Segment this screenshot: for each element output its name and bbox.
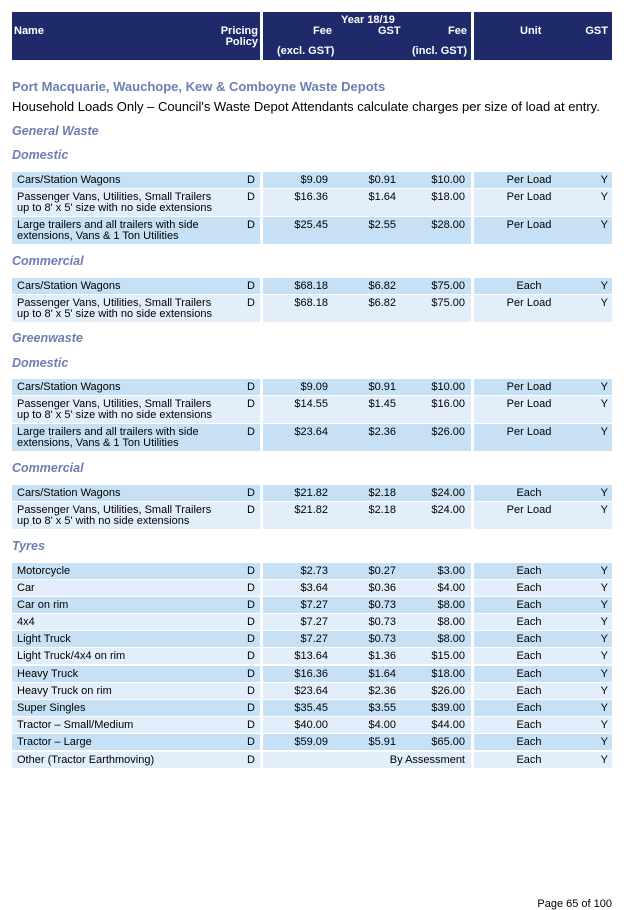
- table-row: [12, 217, 612, 244]
- row-unit: Each: [516, 736, 542, 748]
- row-fee-incl: $8.00: [437, 633, 465, 645]
- row-unit: Each: [516, 487, 542, 499]
- table-row: [12, 597, 612, 613]
- row-fee-excl: $16.36: [294, 191, 328, 203]
- row-fee-excl: $59.09: [294, 736, 328, 748]
- row-fee-incl: $8.00: [437, 599, 465, 611]
- row-policy: D: [247, 736, 255, 748]
- row-gst-flag: Y: [600, 280, 608, 292]
- section-title: Port Macquarie, Wauchope, Kew & Comboyne Waste Depots: [12, 79, 386, 94]
- table-row: [12, 189, 612, 216]
- row-policy: D: [247, 219, 255, 231]
- row-policy: D: [247, 616, 255, 628]
- row-name: Super Singles: [17, 702, 86, 714]
- table-row: [12, 580, 612, 596]
- row-fee-incl: $8.00: [437, 616, 465, 628]
- row-unit: Each: [516, 754, 542, 766]
- header-incl: (incl. GST): [412, 45, 467, 57]
- row-name: Car on rim: [17, 599, 69, 611]
- header-fee: Fee: [313, 25, 332, 37]
- row-policy: D: [247, 685, 255, 697]
- row-gst-flag: Y: [600, 219, 608, 231]
- row-gst-amount: $3.55: [368, 702, 396, 714]
- row-unit: Per Load: [506, 174, 552, 186]
- row-gst-amount: $0.27: [368, 565, 396, 577]
- row-unit: Per Load: [506, 381, 552, 393]
- row-unit: Each: [516, 280, 542, 292]
- row-gst-amount: $0.36: [368, 582, 396, 594]
- row-unit: Each: [516, 582, 542, 594]
- row-name: 4x4: [17, 616, 35, 628]
- row-gst-flag: Y: [600, 191, 608, 203]
- row-unit: Each: [516, 616, 542, 628]
- row-name: Light Truck: [17, 633, 71, 645]
- row-gst-amount: $1.45: [368, 398, 396, 410]
- row-fee-excl: $7.27: [300, 616, 328, 628]
- header-unit-block: [474, 12, 612, 60]
- row-fee-incl: $10.00: [431, 381, 465, 393]
- row-fee-excl: $13.64: [294, 650, 328, 662]
- row-gst-flag: Y: [600, 719, 608, 731]
- row-policy: D: [247, 426, 255, 438]
- header-gst: GST: [378, 25, 401, 37]
- row-name: Cars/Station Wagons: [17, 280, 121, 292]
- header-name-block: [12, 12, 260, 60]
- row-gst-amount: $1.64: [368, 668, 396, 680]
- row-fee-incl: $24.00: [431, 504, 465, 516]
- row-policy: D: [247, 191, 255, 203]
- row-gst-amount: $2.18: [368, 487, 396, 499]
- row-name: Large trailers and all trailers with side extensions, Vans & 1 Ton Utilities: [17, 219, 199, 242]
- row-policy: D: [247, 174, 255, 186]
- row-name: Passenger Vans, Utilities, Small Trailers up to 8' x 5' with no side extensions: [17, 504, 212, 527]
- table-row: [12, 683, 612, 699]
- row-gst-amount: $0.73: [368, 599, 396, 611]
- row-gst-flag: Y: [600, 381, 608, 393]
- table-row: [12, 295, 612, 322]
- row-gst-amount: $6.82: [368, 280, 396, 292]
- row-gst-flag: Y: [600, 616, 608, 628]
- row-fee-excl: $23.64: [294, 685, 328, 697]
- row-fee-incl: $18.00: [431, 668, 465, 680]
- row-policy: D: [247, 633, 255, 645]
- intro-text: Household Loads Only – Council's Waste Depot Attendants calculate charges per size of load at entry.: [12, 99, 600, 114]
- row-name: Tractor – Large: [17, 736, 92, 748]
- row-fee-excl: $9.09: [300, 174, 328, 186]
- row-fee-excl: $21.82: [294, 487, 328, 499]
- row-unit: Per Load: [506, 504, 552, 516]
- row-fee-incl: $24.00: [431, 487, 465, 499]
- row-name: Passenger Vans, Utilities, Small Trailers up to 8' x 5' size with no side extensions: [17, 191, 212, 214]
- table-row: [12, 396, 612, 423]
- row-fee-excl: $3.64: [300, 582, 328, 594]
- row-name: Large trailers and all trailers with side extensions, Vans & 1 Ton Utilities: [17, 426, 199, 449]
- row-fee-incl: $3.00: [437, 565, 465, 577]
- row-gst-amount: $0.73: [368, 633, 396, 645]
- row-unit: Per Load: [506, 191, 552, 203]
- table-row: [12, 752, 612, 768]
- group-general-commercial: Commercial: [12, 254, 84, 268]
- row-policy: D: [247, 297, 255, 309]
- header-name: Name: [14, 25, 44, 37]
- row-name: Heavy Truck: [17, 668, 79, 680]
- row-gst-amount: $6.82: [368, 297, 396, 309]
- row-gst-amount: $2.55: [368, 219, 396, 231]
- table-row: [12, 485, 612, 501]
- row-name: Passenger Vans, Utilities, Small Trailers up to 8' x 5' size with no side extensions: [17, 297, 212, 320]
- row-gst-flag: Y: [600, 668, 608, 680]
- row-fee-incl: $44.00: [431, 719, 465, 731]
- row-fee-incl: $4.00: [437, 582, 465, 594]
- row-fee-incl: $26.00: [431, 685, 465, 697]
- row-fee-excl: $7.27: [300, 599, 328, 611]
- row-gst-flag: Y: [600, 504, 608, 516]
- row-gst-amount: $1.64: [368, 191, 396, 203]
- table-row: [12, 563, 612, 579]
- row-gst-amount: $2.18: [368, 504, 396, 516]
- row-name: Tractor – Small/Medium: [17, 719, 134, 731]
- row-policy: D: [247, 719, 255, 731]
- row-name: Cars/Station Wagons: [17, 174, 121, 186]
- row-unit: Each: [516, 565, 542, 577]
- row-gst-amount: $2.36: [368, 426, 396, 438]
- row-policy: D: [247, 702, 255, 714]
- row-unit: Per Load: [506, 219, 552, 231]
- row-fee-incl: $18.00: [431, 191, 465, 203]
- row-name: Light Truck/4x4 on rim: [17, 650, 126, 662]
- table-row: [12, 734, 612, 750]
- table-row: [12, 424, 612, 451]
- row-gst-amount: $0.91: [368, 174, 396, 186]
- row-policy: D: [247, 565, 255, 577]
- header-fee-incl: Fee: [448, 25, 467, 37]
- row-fee-excl: $14.55: [294, 398, 328, 410]
- row-unit: Each: [516, 685, 542, 697]
- row-unit: Per Load: [506, 297, 552, 309]
- row-unit: Each: [516, 650, 542, 662]
- group-green-domestic: Domestic: [12, 356, 69, 370]
- row-name: Passenger Vans, Utilities, Small Trailers up to 8' x 5' size with no side extensions: [17, 398, 212, 421]
- row-unit: Each: [516, 599, 542, 611]
- page-number: Page 65 of 100: [537, 898, 612, 910]
- row-fee-excl: $25.45: [294, 219, 328, 231]
- header-excl: (excl. GST): [277, 45, 335, 57]
- row-fee-excl: $68.18: [294, 280, 328, 292]
- row-policy: D: [247, 504, 255, 516]
- row-policy: D: [247, 668, 255, 680]
- row-unit: Per Load: [506, 398, 552, 410]
- row-policy: D: [247, 381, 255, 393]
- row-fee-incl: $16.00: [431, 398, 465, 410]
- row-policy: D: [247, 582, 255, 594]
- table-row: [12, 700, 612, 716]
- table-row: [12, 502, 612, 529]
- row-name: Car: [17, 582, 35, 594]
- row-name: Other (Tractor Earthmoving): [17, 754, 155, 766]
- row-name: Heavy Truck on rim: [17, 685, 112, 697]
- row-fee-excl: $9.09: [300, 381, 328, 393]
- row-name: Cars/Station Wagons: [17, 381, 121, 393]
- row-gst-flag: Y: [600, 398, 608, 410]
- row-unit: Per Load: [506, 426, 552, 438]
- row-gst-flag: Y: [600, 565, 608, 577]
- row-gst-flag: Y: [600, 599, 608, 611]
- row-policy: D: [247, 650, 255, 662]
- row-fee-excl: $7.27: [300, 633, 328, 645]
- row-fee-excl: $35.45: [294, 702, 328, 714]
- header-pricing: Pricing: [220, 25, 258, 37]
- row-fee-incl: $75.00: [431, 297, 465, 309]
- row-fee-incl: $75.00: [431, 280, 465, 292]
- row-gst-flag: Y: [600, 633, 608, 645]
- row-gst-flag: Y: [600, 702, 608, 714]
- row-gst-amount: $5.91: [368, 736, 396, 748]
- table-row: [12, 278, 612, 294]
- row-unit: Each: [516, 702, 542, 714]
- row-unit: Each: [516, 719, 542, 731]
- header-policy: Policy: [225, 36, 258, 48]
- row-policy: D: [247, 754, 255, 766]
- group-general-waste: General Waste: [12, 124, 99, 138]
- row-unit: Each: [516, 668, 542, 680]
- table-row: [12, 172, 612, 188]
- group-greenwaste: Greenwaste: [12, 331, 83, 345]
- row-gst-flag: Y: [600, 650, 608, 662]
- group-green-commercial: Commercial: [12, 461, 84, 475]
- row-assessment: By Assessment: [389, 754, 465, 766]
- row-gst-flag: Y: [600, 426, 608, 438]
- table-row: [12, 648, 612, 664]
- row-gst-amount: $2.36: [368, 685, 396, 697]
- row-gst-flag: Y: [600, 685, 608, 697]
- table-row: [12, 666, 612, 682]
- row-policy: D: [247, 599, 255, 611]
- row-gst-flag: Y: [600, 174, 608, 186]
- row-fee-excl: $16.36: [294, 668, 328, 680]
- row-fee-excl: $40.00: [294, 719, 328, 731]
- row-fee-incl: $15.00: [431, 650, 465, 662]
- row-gst-flag: Y: [600, 754, 608, 766]
- row-gst-flag: Y: [600, 297, 608, 309]
- row-name: Cars/Station Wagons: [17, 487, 121, 499]
- header-year: Year 18/19: [341, 14, 395, 26]
- table-row: [12, 614, 612, 630]
- table-row: [12, 717, 612, 733]
- row-gst-flag: Y: [600, 582, 608, 594]
- group-tyres: Tyres: [12, 539, 45, 553]
- header-year-block: [263, 12, 471, 60]
- row-policy: D: [247, 487, 255, 499]
- row-fee-incl: $39.00: [431, 702, 465, 714]
- table-row: [12, 379, 612, 395]
- row-fee-excl: $68.18: [294, 297, 328, 309]
- row-fee-excl: $2.73: [300, 565, 328, 577]
- table-row: [12, 631, 612, 647]
- row-gst-amount: $0.73: [368, 616, 396, 628]
- row-fee-incl: $28.00: [431, 219, 465, 231]
- row-gst-amount: $1.36: [368, 650, 396, 662]
- row-fee-excl: $21.82: [294, 504, 328, 516]
- row-gst-flag: Y: [600, 487, 608, 499]
- row-policy: D: [247, 398, 255, 410]
- row-gst-amount: $4.00: [368, 719, 396, 731]
- row-name: Motorcycle: [17, 565, 71, 577]
- row-fee-incl: $65.00: [431, 736, 465, 748]
- row-fee-incl: $10.00: [431, 174, 465, 186]
- row-fee-excl: $23.64: [294, 426, 328, 438]
- row-gst-amount: $0.91: [368, 381, 396, 393]
- row-gst-flag: Y: [600, 736, 608, 748]
- row-policy: D: [247, 280, 255, 292]
- header-unit: Unit: [520, 25, 542, 37]
- group-general-domestic: Domestic: [12, 148, 69, 162]
- row-fee-incl: $26.00: [431, 426, 465, 438]
- header-gst-flag: GST: [585, 25, 608, 37]
- row-unit: Each: [516, 633, 542, 645]
